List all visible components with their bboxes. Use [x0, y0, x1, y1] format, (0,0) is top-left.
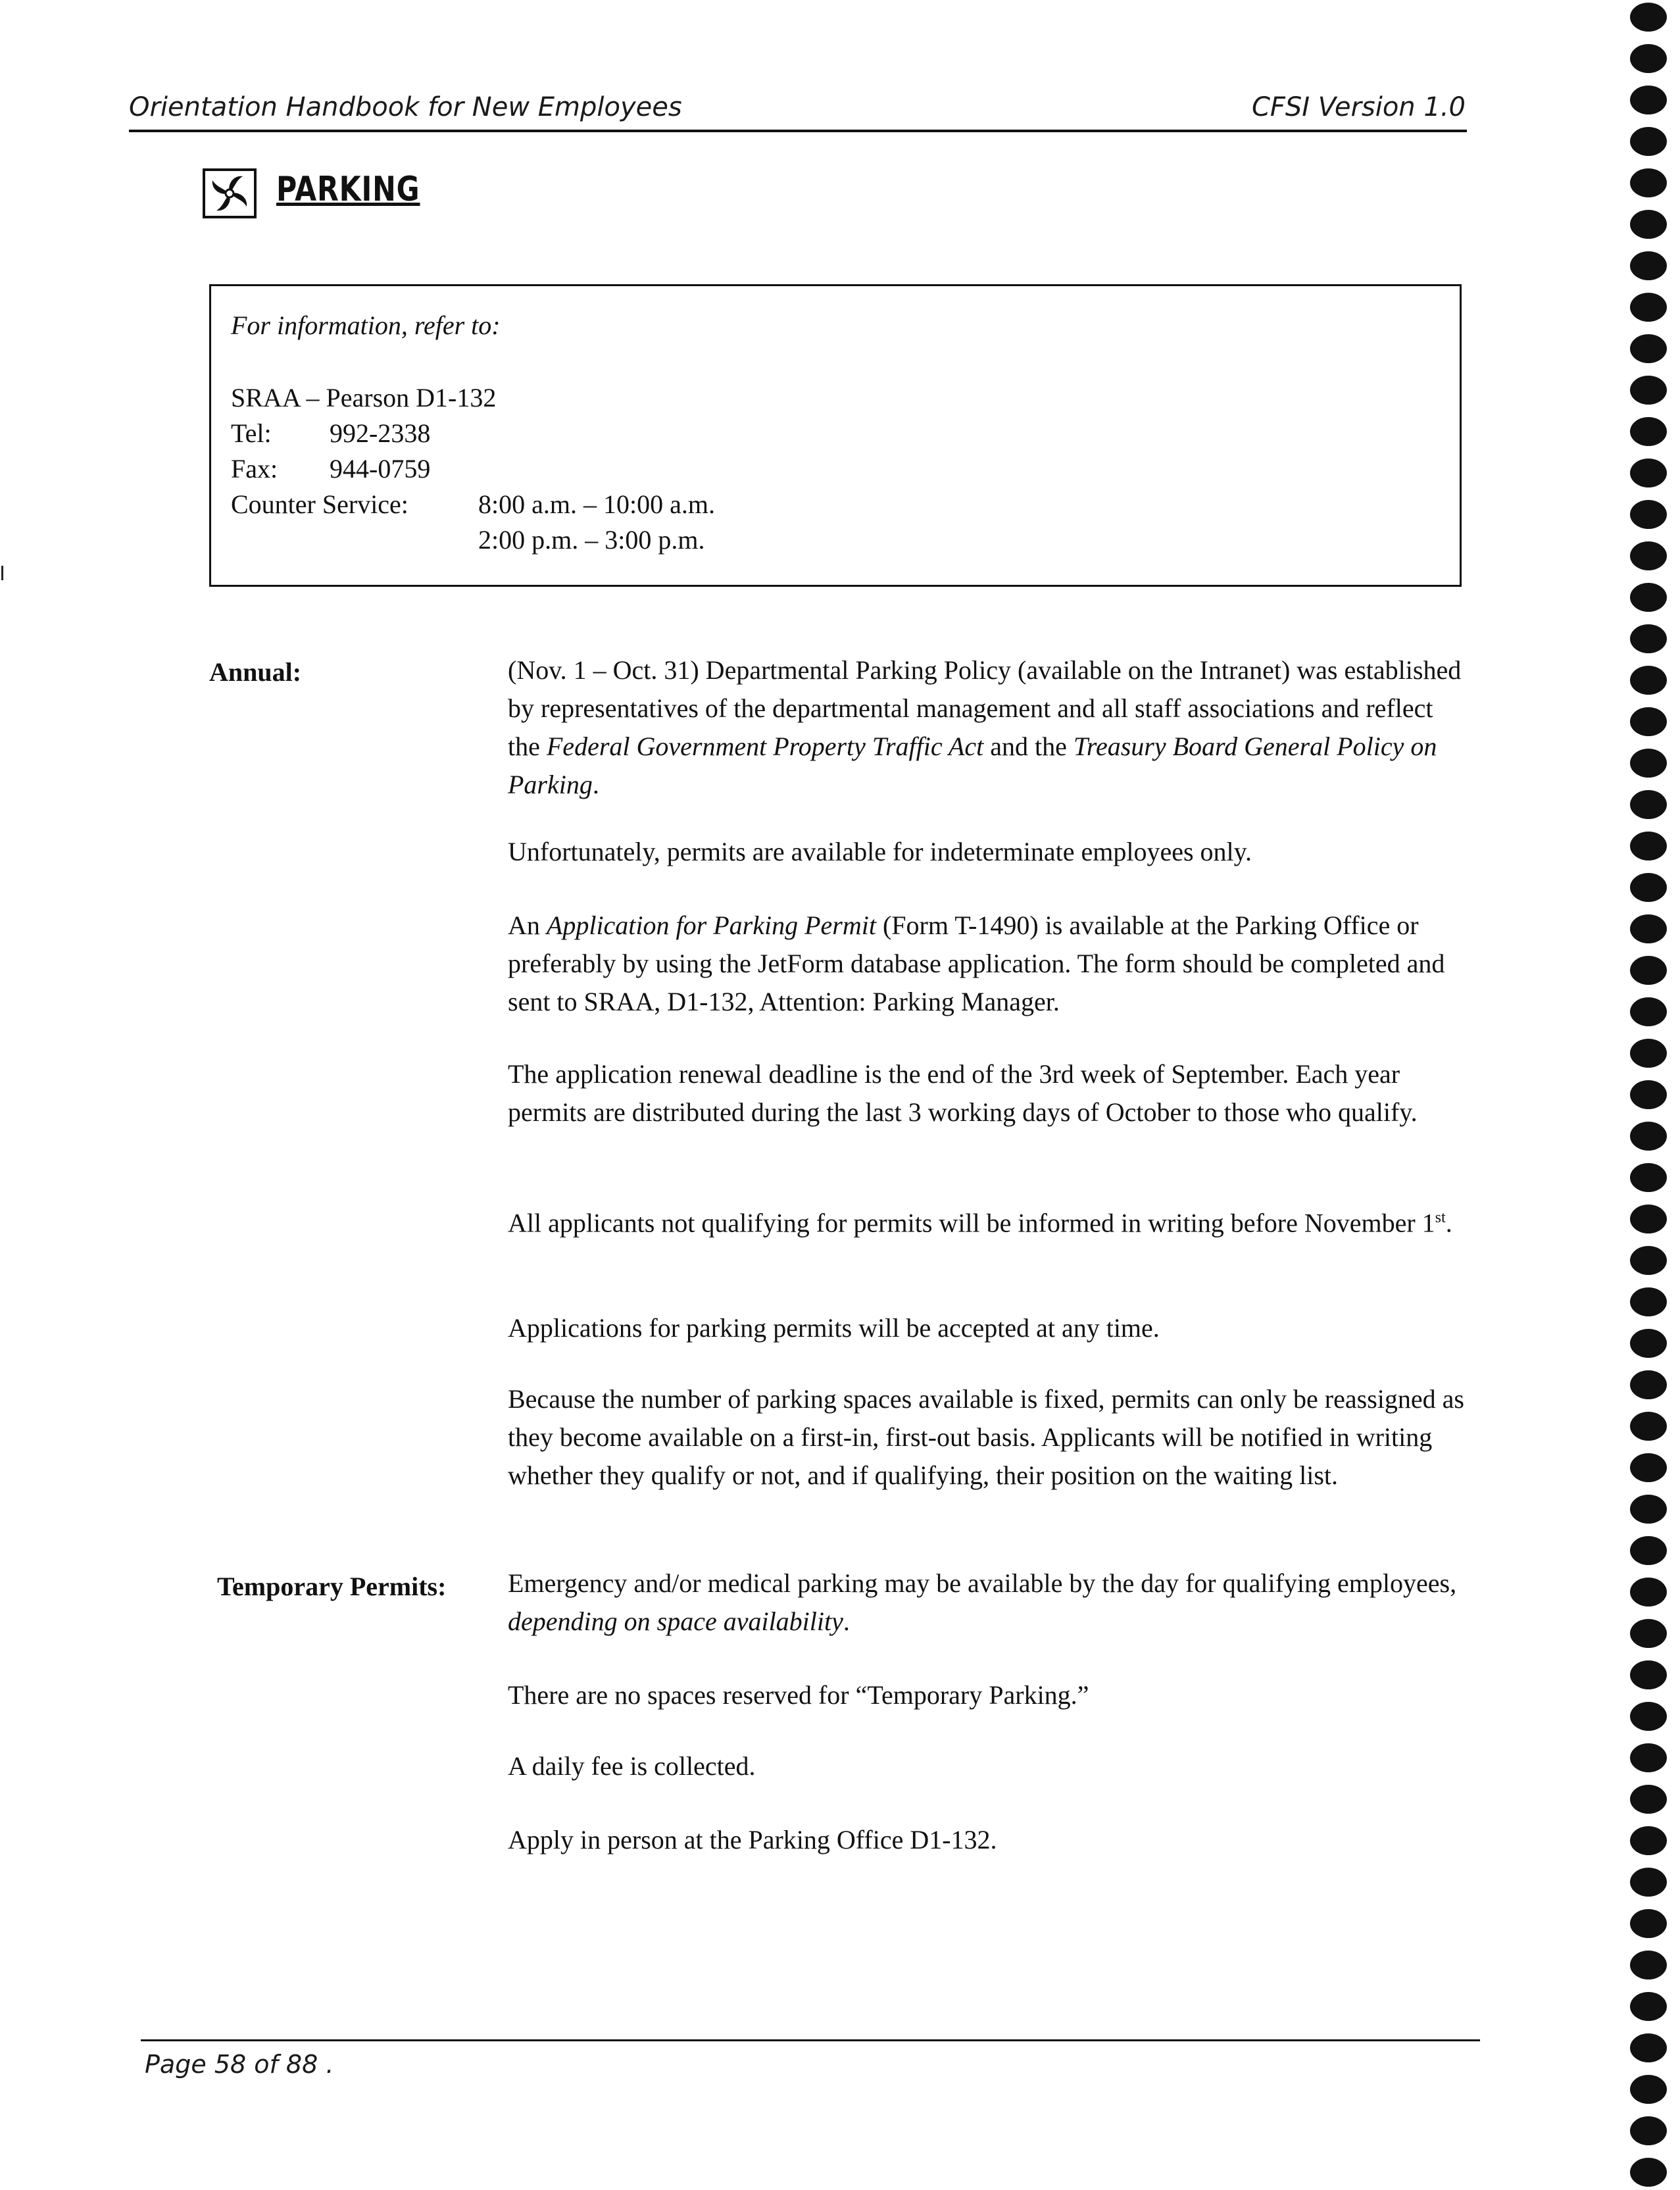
- binding-hole: [1630, 1743, 1667, 1772]
- binding-hole: [1630, 1246, 1667, 1275]
- binding-hole: [1630, 583, 1667, 612]
- binding-hole: [1630, 127, 1667, 156]
- binding-hole: [1630, 1329, 1667, 1358]
- form-title: Application for Parking Permit: [546, 910, 876, 940]
- binding-hole: [1630, 1992, 1667, 2021]
- binding-hole: [1630, 956, 1667, 985]
- pinwheel-icon: [203, 168, 257, 218]
- scan-mark: [1, 566, 3, 580]
- binding-hole: [1630, 666, 1667, 695]
- binding-hole: [1630, 707, 1667, 736]
- binding-hole: [1630, 2158, 1667, 2187]
- binding-hole: [1630, 44, 1667, 73]
- binding-hole: [1630, 1660, 1667, 1689]
- binding-hole: [1630, 376, 1667, 405]
- binding-hole: [1630, 86, 1667, 114]
- binding-hole: [1630, 168, 1667, 197]
- binding-hole: [1630, 832, 1667, 860]
- tel-value: 992-2338: [330, 418, 431, 448]
- binding-hole: [1630, 500, 1667, 529]
- binding-hole: [1630, 914, 1667, 943]
- binding-hole: [1630, 541, 1667, 570]
- section-label-temporary-permits: Temporary Permits:: [217, 1572, 447, 1601]
- binding-hole: [1630, 251, 1667, 280]
- page-title: PARKING: [276, 170, 420, 209]
- header-rule: [129, 130, 1467, 132]
- counter-hours-morning: 8:00 a.m. – 10:00 a.m.: [478, 489, 715, 519]
- info-intro: For information, refer to:: [231, 311, 501, 340]
- annual-paragraph-deadline: The application renewal deadline is the end of the 3rd week of September. Each year permits are distributed during the last 3 working days of October to those who qualify.: [508, 1059, 1418, 1127]
- binding-hole: [1630, 1826, 1667, 1855]
- binding-hole: [1630, 2033, 1667, 2062]
- text-run: .: [592, 770, 599, 799]
- binding-hole: [1630, 2075, 1667, 2104]
- footer-rule: [141, 2039, 1480, 2041]
- page-number: Page 58 of 88 .: [145, 2050, 334, 2079]
- annual-paragraph-policy: [508, 651, 1468, 804]
- temporary-paragraph-emergency: [508, 1564, 1468, 1641]
- binding-hole: [1630, 1951, 1667, 1979]
- binding-hole: [1630, 417, 1667, 446]
- binding-hole: [1630, 1370, 1667, 1399]
- binding-holes: [1618, 0, 1680, 2190]
- counter-service-label: Counter Service:: [231, 489, 408, 519]
- tel-label: Tel:: [231, 418, 272, 448]
- text-run: (Nov. 1 – Oct. 31) Departmental Parking Policy (available on the Intranet) was established by representatives of the departmental management and all staff associations and reflect the: [508, 655, 1462, 761]
- annual-paragraph-eligibility: Unfortunately, permits are available for indeterminate employees only.: [508, 837, 1252, 866]
- info-office: SRAA – Pearson D1-132: [231, 383, 497, 412]
- binding-hole: [1630, 749, 1667, 778]
- annual-paragraph-notification: [508, 1199, 1468, 1242]
- running-header-title: Orientation Handbook for New Employees: [129, 92, 682, 122]
- counter-hours-afternoon: 2:00 p.m. – 3:00 p.m.: [478, 525, 705, 555]
- binding-hole: [1630, 334, 1667, 363]
- binding-hole: [1630, 1495, 1667, 1524]
- binding-hole: [1630, 293, 1667, 322]
- fax-value: 944-0759: [330, 454, 431, 484]
- binding-hole: [1630, 624, 1667, 653]
- binding-hole: [1630, 1080, 1667, 1109]
- text-run: An: [508, 910, 547, 940]
- text-run: Emergency and/or medical parking may be available by the day for qualifying employees,: [508, 1568, 1457, 1598]
- binding-hole: [1630, 3, 1667, 32]
- binding-hole: [1630, 2116, 1667, 2145]
- annual-paragraph-waiting-list: Because the number of parking spaces available is fixed, permits can only be reassigned as they become available on a first-in, first-out basis. Applicants will be notified in writing whether they qualify or not, and if qualifying, their position on the waiting list.: [508, 1384, 1464, 1490]
- binding-hole: [1630, 1039, 1667, 1068]
- binding-hole: [1630, 1453, 1667, 1482]
- annual-paragraph-application: [508, 907, 1468, 1021]
- binding-hole: [1630, 1412, 1667, 1441]
- binding-hole: [1630, 1702, 1667, 1731]
- text-run: and the: [983, 732, 1074, 761]
- temporary-paragraph-fee: A daily fee is collected.: [508, 1751, 756, 1781]
- contact-info-box: [209, 284, 1462, 587]
- binding-hole: [1630, 210, 1667, 239]
- policy-title: Treasury Board General Policy on Parking: [508, 732, 1437, 799]
- binding-hole: [1630, 1578, 1667, 1606]
- text-run: .: [843, 1606, 850, 1636]
- availability-note: depending on space availability: [508, 1606, 843, 1636]
- binding-hole: [1630, 1122, 1667, 1151]
- fax-label: Fax:: [231, 454, 278, 484]
- annual-paragraph-anytime: Applications for parking permits will be accepted at any time.: [508, 1313, 1160, 1343]
- running-header-version: CFSI Version 1.0: [1251, 92, 1466, 122]
- binding-hole: [1630, 1287, 1667, 1316]
- binding-hole: [1630, 1619, 1667, 1648]
- text-run: .: [1445, 1208, 1452, 1238]
- act-title: Federal Government Property Traffic Act: [546, 732, 984, 761]
- binding-hole: [1630, 1868, 1667, 1897]
- binding-hole: [1630, 459, 1667, 487]
- section-label-annual: Annual:: [209, 657, 302, 687]
- binding-hole: [1630, 1909, 1667, 1938]
- binding-hole: [1630, 997, 1667, 1026]
- binding-hole: [1630, 790, 1667, 819]
- temporary-paragraph-apply: Apply in person at the Parking Office D1-132.: [508, 1825, 997, 1854]
- binding-hole: [1630, 1205, 1667, 1233]
- ordinal-suffix: st: [1435, 1209, 1446, 1226]
- text-run: (Form T-1490) is available at the Parking Office or preferably by using the JetForm database application. The form should be completed and sent to SRAA, D1-132, Attention: Parking Manager.: [508, 910, 1445, 1016]
- binding-hole: [1630, 1163, 1667, 1192]
- binding-hole: [1630, 1536, 1667, 1565]
- binding-hole: [1630, 873, 1667, 902]
- text-run: All applicants not qualifying for permits will be informed in writing before November 1: [508, 1208, 1435, 1238]
- temporary-paragraph-no-reserved: There are no spaces reserved for “Temporary Parking.”: [508, 1680, 1089, 1710]
- binding-hole: [1630, 1785, 1667, 1814]
